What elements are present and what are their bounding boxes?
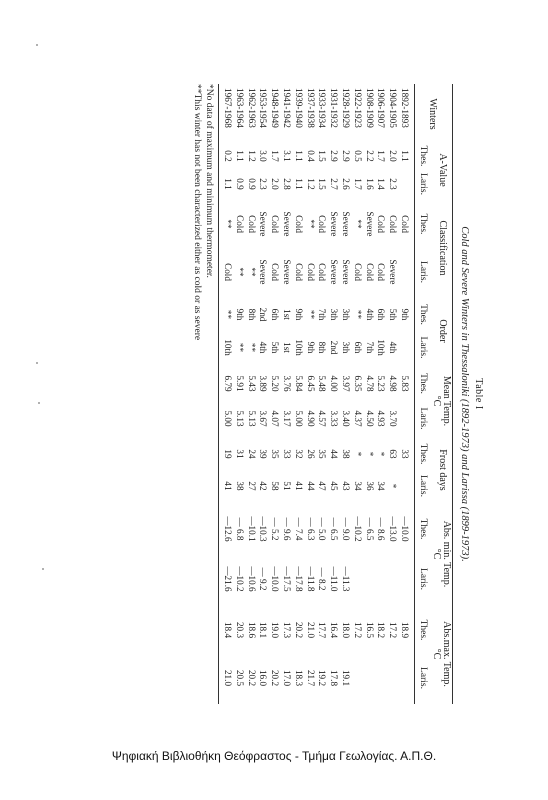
cell-mean-temp-laris: 3.17 bbox=[282, 410, 292, 427]
cell-abs-min-thes: — 6.3 bbox=[305, 517, 316, 541]
table-row bbox=[256, 84, 267, 704]
cell-class-laris: ** bbox=[234, 267, 245, 277]
cell-abs-max-thes: 18.2 bbox=[376, 621, 387, 639]
cell-frost-thes: 24 bbox=[246, 449, 257, 459]
cell-abs-min-laris: —21.6 bbox=[223, 566, 233, 592]
cell-frost-thes: * bbox=[352, 451, 363, 457]
cell-class-laris: Cold bbox=[293, 263, 304, 281]
cell-winter: 1904-1905 bbox=[388, 88, 399, 128]
cell-abs-min-laris: —11.3 bbox=[341, 566, 351, 592]
cell-winter: 1908-1909 bbox=[364, 88, 375, 128]
cell-mean-temp-thes: 5.83 bbox=[400, 375, 410, 392]
cell-abs-max-laris: 17.8 bbox=[329, 669, 340, 687]
cell-winter: 1892-1893 bbox=[400, 88, 410, 128]
cell-abs-max-thes: 18.1 bbox=[258, 621, 269, 639]
cell-abs-max-laris: 21.0 bbox=[223, 669, 233, 687]
cell-abs-min-laris: — 9.2 bbox=[258, 567, 269, 591]
cell-abs-max-laris: 16.0 bbox=[258, 669, 269, 687]
cell-a-value-thes: 1.1 bbox=[293, 150, 304, 162]
col-abs-max-unit: °C bbox=[431, 648, 442, 660]
cell-a-value-laris: 1.4 bbox=[376, 178, 387, 190]
cell-mean-temp-thes: 3.89 bbox=[258, 375, 269, 392]
cell-abs-min-thes: — 7.4 bbox=[293, 517, 304, 541]
cell-order-laris: 8th bbox=[317, 341, 328, 354]
cell-mean-temp-thes: 5.48 bbox=[317, 375, 328, 392]
cell-class-thes: Cold bbox=[388, 215, 399, 233]
cell-mean-temp-laris: 5.00 bbox=[293, 410, 304, 427]
cell-abs-min-laris: — 8.2 bbox=[317, 567, 328, 591]
cell-abs-min-laris: —10.2 bbox=[234, 566, 245, 592]
cell-frost-thes: 19 bbox=[223, 449, 233, 459]
table-row bbox=[245, 84, 256, 704]
cell-a-value-laris: 1.6 bbox=[364, 178, 375, 190]
cell-abs-min-thes: —10.1 bbox=[246, 516, 257, 542]
cell-order-thes: ** bbox=[223, 309, 233, 320]
col-classification-header: Classification bbox=[437, 220, 448, 276]
order-laris-header: Laris. bbox=[418, 336, 428, 359]
cell-frost-laris: 38 bbox=[234, 481, 245, 491]
cell-frost-laris: 34 bbox=[376, 481, 387, 491]
cell-a-value-laris: 1.1 bbox=[293, 178, 304, 190]
cell-order-laris: ** bbox=[246, 342, 257, 353]
table-row bbox=[339, 84, 350, 704]
cell-abs-max-thes: 17.2 bbox=[388, 621, 399, 639]
scan-speck bbox=[36, 362, 38, 364]
cell-order-thes: 8th bbox=[246, 308, 257, 321]
cell-a-value-thes: 1.5 bbox=[317, 150, 328, 162]
cell-mean-temp-thes: 3.76 bbox=[282, 375, 292, 392]
cell-mean-temp-laris: 4.50 bbox=[364, 410, 375, 427]
cell-order-thes: 7th bbox=[317, 308, 328, 321]
col-mean-temp-header: Mean Temp. bbox=[441, 375, 452, 427]
cell-class-laris: Severe bbox=[258, 259, 269, 285]
cell-abs-max-thes: 17.3 bbox=[282, 621, 292, 639]
cell-a-value-thes: 2.0 bbox=[388, 150, 399, 162]
cell-abs-min-thes: — 8.6 bbox=[376, 517, 387, 541]
cell-order-laris: 10th bbox=[223, 339, 233, 356]
cell-order-thes: 3th bbox=[341, 308, 351, 321]
abs-max-laris-header: Laris. bbox=[418, 667, 428, 689]
cell-class-thes: ** bbox=[352, 219, 363, 229]
cell-a-value-laris: 1.5 bbox=[317, 178, 328, 190]
cell-order-thes: 4th bbox=[364, 308, 375, 321]
rule-bottom bbox=[218, 84, 219, 704]
cell-class-laris: Cold bbox=[270, 263, 281, 281]
cell-order-thes: 1st bbox=[282, 309, 292, 320]
cell-a-value-thes: 2.9 bbox=[329, 150, 340, 162]
cell-a-value-laris: 0.9 bbox=[246, 178, 257, 190]
cell-abs-min-laris: —10.0 bbox=[270, 566, 281, 592]
scan-speck bbox=[42, 568, 44, 570]
cell-frost-thes: * bbox=[376, 451, 387, 457]
cell-frost-laris: 45 bbox=[329, 481, 340, 491]
cell-frost-laris: 27 bbox=[246, 481, 257, 491]
cell-abs-min-thes: — 6.5 bbox=[364, 517, 375, 541]
cell-winter: 1937-1938 bbox=[305, 88, 316, 128]
cell-class-laris: Severe bbox=[341, 259, 351, 285]
cell-order-thes: 9th bbox=[234, 308, 245, 321]
cell-class-thes: Cold bbox=[376, 215, 387, 233]
cell-winter: 1948-1949 bbox=[270, 88, 281, 128]
cell-abs-min-thes: — 6.8 bbox=[234, 517, 245, 541]
cell-order-laris: 7th bbox=[364, 341, 375, 354]
cell-a-value-laris: 2.7 bbox=[329, 178, 340, 190]
cell-winter: 1963-1964 bbox=[234, 88, 245, 128]
cell-class-thes: Cold bbox=[400, 215, 410, 233]
library-footer: Ψηφιακή Βιβλιοθήκη Θεόφραστος - Τμήμα Γεωλογίας. Α.Π.Θ. bbox=[111, 749, 437, 763]
cell-class-thes: Cold bbox=[270, 215, 281, 233]
col-abs-min-unit: °C bbox=[431, 548, 442, 560]
cell-frost-thes: 63 bbox=[388, 449, 399, 459]
abs-min-thes-header: Thes. bbox=[418, 518, 428, 540]
table-row bbox=[233, 84, 244, 704]
cell-abs-max-thes: 18.4 bbox=[223, 621, 233, 639]
cell-class-thes: Cold bbox=[293, 215, 304, 233]
cell-mean-temp-laris: 4.07 bbox=[270, 410, 281, 427]
cell-abs-min-thes: — 9.6 bbox=[282, 517, 292, 541]
cell-frost-thes: 44 bbox=[329, 449, 340, 459]
frost-days-laris-header: Laris. bbox=[418, 475, 428, 497]
cell-abs-min-laris: —10.6 bbox=[246, 566, 257, 592]
cell-a-value-laris: 0.9 bbox=[234, 178, 245, 190]
cell-mean-temp-laris: 4.93 bbox=[376, 410, 387, 427]
col-abs-min-header: Abs. min. Temp. bbox=[441, 520, 452, 588]
a-value-laris-header: Laris. bbox=[418, 173, 428, 195]
cell-a-value-laris: 2.6 bbox=[341, 178, 351, 190]
cell-abs-min-thes: —12.6 bbox=[223, 516, 233, 542]
cell-order-thes: ** bbox=[352, 309, 363, 320]
cell-order-thes: 2nd bbox=[258, 307, 269, 322]
cell-a-value-thes: 1.1 bbox=[400, 150, 410, 162]
table-number: Table I bbox=[473, 378, 484, 410]
cell-abs-min-thes: —10.3 bbox=[258, 516, 269, 542]
cell-abs-max-thes: 17.2 bbox=[352, 621, 363, 639]
col-mean-temp-unit: °C bbox=[431, 395, 442, 407]
cell-abs-max-laris: 21.7 bbox=[305, 669, 316, 687]
cell-order-thes: 9th bbox=[400, 308, 410, 321]
cell-mean-temp-thes: 4.78 bbox=[364, 375, 375, 392]
cell-abs-max-thes: 20.3 bbox=[234, 621, 245, 639]
cell-order-thes: 3th bbox=[329, 308, 340, 321]
cell-mean-temp-laris: 3.33 bbox=[329, 410, 340, 427]
cell-class-thes: Severe bbox=[282, 211, 292, 237]
cell-frost-laris: 42 bbox=[258, 481, 269, 491]
cell-a-value-thes: 0.5 bbox=[352, 150, 363, 162]
cell-frost-thes: 38 bbox=[341, 449, 351, 459]
cell-mean-temp-laris: 3.67 bbox=[258, 410, 269, 427]
cell-a-value-thes: 1.1 bbox=[234, 150, 245, 162]
cell-order-laris: 6th bbox=[352, 341, 363, 354]
cell-abs-max-laris: 18.3 bbox=[293, 669, 304, 687]
note-asterisk: *No data of maximum and minimum thermometer. bbox=[204, 84, 214, 278]
col-a-value-header: A-Value bbox=[437, 153, 448, 187]
cell-frost-laris: 47 bbox=[317, 481, 328, 491]
cell-frost-laris: 41 bbox=[223, 481, 233, 491]
cell-a-value-thes: 1.2 bbox=[246, 150, 257, 162]
cell-frost-laris: 41 bbox=[293, 481, 304, 491]
cell-frost-laris: 43 bbox=[341, 481, 351, 491]
cell-class-thes: Cold bbox=[234, 215, 245, 233]
cell-mean-temp-thes: 4.00 bbox=[329, 375, 340, 392]
table-title: Cold and Severe Winters in Thessaloniki (1892-1973) and Larissa (1899-1973). bbox=[459, 226, 470, 562]
cell-winter: 1967-1968 bbox=[223, 88, 233, 128]
cell-abs-max-laris: 20.2 bbox=[246, 669, 257, 687]
cell-mean-temp-laris: 5.00 bbox=[223, 410, 233, 427]
cell-frost-thes: 26 bbox=[305, 449, 316, 459]
cell-frost-thes: 32 bbox=[293, 449, 304, 459]
cell-abs-min-thes: —13.0 bbox=[388, 516, 399, 542]
cell-abs-max-thes: 16.4 bbox=[329, 621, 340, 639]
cell-abs-max-laris: 20.2 bbox=[270, 669, 281, 687]
cell-class-laris: Cold bbox=[364, 263, 375, 281]
cell-abs-max-laris: 19.2 bbox=[317, 669, 328, 687]
col-abs-max-header: Abs.max. Temp. bbox=[441, 621, 452, 687]
cell-order-laris: 5th bbox=[270, 341, 281, 354]
cell-class-thes: Severe bbox=[329, 211, 340, 237]
order-thes-header: Thes. bbox=[418, 304, 428, 325]
cell-abs-max-thes: 20.2 bbox=[293, 621, 304, 639]
cell-winter: 1906-1907 bbox=[376, 88, 387, 128]
cell-winter: 1941-1942 bbox=[282, 88, 292, 128]
cell-frost-laris: 36 bbox=[364, 481, 375, 491]
cell-frost-thes: 35 bbox=[317, 449, 328, 459]
col-winters-header: Winters bbox=[427, 98, 438, 130]
cell-abs-max-thes: 18.0 bbox=[341, 621, 351, 639]
cell-frost-laris: 34 bbox=[352, 481, 363, 491]
cell-mean-temp-thes: 5.23 bbox=[376, 375, 387, 392]
cell-frost-laris: 51 bbox=[282, 481, 292, 491]
cell-mean-temp-thes: 5.43 bbox=[246, 375, 257, 392]
a-value-thes-header: Thes. bbox=[418, 145, 428, 167]
cell-class-thes: ** bbox=[305, 219, 316, 229]
cell-abs-min-laris: —17.8 bbox=[293, 566, 304, 592]
cell-mean-temp-laris: 4.90 bbox=[305, 410, 316, 427]
cell-abs-max-thes: 17.7 bbox=[317, 621, 328, 639]
classification-thes-header: Thes. bbox=[418, 213, 428, 235]
cell-a-value-thes: 1.7 bbox=[376, 150, 387, 162]
cell-abs-max-thes: 21.0 bbox=[305, 621, 316, 639]
cell-abs-min-laris: —17.5 bbox=[282, 566, 292, 592]
cell-abs-max-laris: 20.5 bbox=[234, 669, 245, 687]
cell-order-laris: 2nd bbox=[329, 340, 340, 355]
table-row bbox=[327, 84, 338, 704]
abs-min-laris-header: Laris. bbox=[418, 568, 428, 590]
cell-frost-laris: * bbox=[388, 483, 399, 489]
cell-frost-thes: * bbox=[364, 451, 375, 457]
cell-order-thes: 6th bbox=[270, 308, 281, 321]
cell-abs-min-laris: —11.8 bbox=[305, 566, 316, 592]
rule-top bbox=[452, 84, 453, 704]
cell-class-thes: Cold bbox=[317, 215, 328, 233]
cell-mean-temp-thes: 6.35 bbox=[352, 375, 363, 392]
rule-header bbox=[414, 84, 415, 704]
cell-winter: 1953-1954 bbox=[258, 88, 269, 128]
mean-temp-thes-header: Thes. bbox=[418, 373, 428, 394]
cell-order-laris: 9th bbox=[305, 341, 316, 354]
cell-mean-temp-laris: 5.13 bbox=[234, 410, 245, 427]
cell-class-laris: Cold bbox=[317, 263, 328, 281]
cell-class-thes: Severe bbox=[258, 211, 269, 237]
cell-abs-min-thes: — 5.0 bbox=[317, 517, 328, 541]
col-order-header: Order bbox=[437, 319, 448, 343]
cell-mean-temp-thes: 3.97 bbox=[341, 375, 351, 392]
cell-a-value-thes: 2.2 bbox=[364, 150, 375, 162]
cell-abs-min-thes: — 6.5 bbox=[329, 517, 340, 541]
cell-order-laris: 4th bbox=[388, 341, 399, 354]
cell-abs-max-laris: 17.0 bbox=[282, 669, 292, 687]
cell-winter: 1928-1929 bbox=[341, 88, 351, 128]
table-row bbox=[351, 84, 362, 704]
cell-order-laris: ** bbox=[234, 342, 245, 353]
cell-winter: 1939-1940 bbox=[293, 88, 304, 128]
table-row bbox=[398, 84, 409, 704]
scan-speck bbox=[38, 402, 40, 404]
cell-abs-min-thes: —10.2 bbox=[352, 516, 363, 542]
cell-a-value-laris: 1.1 bbox=[223, 178, 233, 190]
cell-a-value-thes: 2.9 bbox=[341, 150, 351, 162]
cell-order-laris: 3th bbox=[341, 341, 351, 354]
cell-mean-temp-thes: 6.79 bbox=[223, 375, 233, 392]
table-row bbox=[268, 84, 279, 704]
cell-a-value-laris: 1.2 bbox=[305, 178, 316, 190]
cell-abs-min-thes: — 9.0 bbox=[341, 517, 351, 541]
cell-class-laris: Cold bbox=[352, 263, 363, 281]
note-double-asterisk: **This winter has not been characterized either as cold or as severe bbox=[192, 84, 202, 341]
cell-order-laris: 4th bbox=[258, 341, 269, 354]
cell-a-value-thes: 1.7 bbox=[270, 150, 281, 162]
cell-mean-temp-thes: 6.45 bbox=[305, 375, 316, 392]
cell-order-laris: 10th bbox=[376, 339, 387, 356]
cell-a-value-thes: 3.0 bbox=[258, 150, 269, 162]
cell-mean-temp-thes: 5.20 bbox=[270, 375, 281, 392]
col-frost-days-header: Frost days bbox=[437, 449, 448, 491]
classification-laris-header: Laris. bbox=[418, 261, 428, 283]
cell-frost-thes: 33 bbox=[400, 449, 410, 459]
table-row bbox=[386, 84, 397, 704]
cell-mean-temp-laris: 4.57 bbox=[317, 410, 328, 427]
cell-class-thes: Severe bbox=[341, 211, 351, 237]
table-row bbox=[315, 84, 326, 704]
mean-temp-laris-header: Laris. bbox=[418, 407, 428, 430]
cell-a-value-laris: 2.8 bbox=[282, 178, 292, 190]
cell-frost-laris: 58 bbox=[270, 481, 281, 491]
cell-frost-laris: 44 bbox=[305, 481, 316, 491]
cell-winter: 1962-1963 bbox=[246, 88, 257, 128]
cell-class-laris: ** bbox=[246, 267, 257, 277]
cell-frost-thes: 31 bbox=[234, 449, 245, 459]
table-row bbox=[280, 84, 291, 704]
cell-class-laris: Cold bbox=[223, 263, 233, 281]
cell-class-laris: Severe bbox=[388, 259, 399, 285]
cell-abs-max-thes: 16.5 bbox=[364, 621, 375, 639]
table-row bbox=[304, 84, 315, 704]
rotated-table-page bbox=[183, 84, 489, 704]
cell-class-laris: Severe bbox=[282, 259, 292, 285]
cell-abs-max-thes: 19.0 bbox=[270, 621, 281, 639]
cell-abs-min-thes: —10.0 bbox=[400, 516, 410, 542]
cell-mean-temp-thes: 5.91 bbox=[234, 375, 245, 392]
cell-a-value-thes: 3.1 bbox=[282, 150, 292, 162]
cell-winter: 1922-1923 bbox=[352, 88, 363, 128]
cell-frost-thes: 33 bbox=[282, 449, 292, 459]
cell-a-value-thes: 0.2 bbox=[223, 150, 233, 162]
cell-a-value-laris: 2.3 bbox=[388, 178, 399, 190]
table-sheet bbox=[183, 84, 489, 704]
cell-frost-thes: 39 bbox=[258, 449, 269, 459]
scan-speck bbox=[36, 44, 38, 46]
cell-mean-temp-laris: 5.13 bbox=[246, 410, 257, 427]
cell-a-value-laris: 2.3 bbox=[258, 178, 269, 190]
cell-mean-temp-laris: 3.40 bbox=[341, 410, 351, 427]
cell-class-laris: Cold bbox=[305, 263, 316, 281]
cell-a-value-thes: 0.4 bbox=[305, 150, 316, 162]
cell-abs-max-thes: 18.9 bbox=[400, 621, 410, 639]
cell-mean-temp-laris: 4.37 bbox=[352, 410, 363, 427]
cell-mean-temp-thes: 5.84 bbox=[293, 375, 304, 392]
table-row bbox=[363, 84, 374, 704]
table-row bbox=[221, 84, 232, 704]
cell-mean-temp-thes: 4.98 bbox=[388, 375, 399, 392]
cell-abs-max-laris: 19.1 bbox=[341, 669, 351, 687]
cell-order-thes: 9th bbox=[293, 308, 304, 321]
cell-winter: 1931-1932 bbox=[329, 88, 340, 128]
cell-order-thes: ** bbox=[305, 309, 316, 320]
cell-order-laris: 10th bbox=[293, 339, 304, 356]
cell-abs-min-laris: —11.0 bbox=[329, 566, 340, 592]
frost-days-thes-header: Thes. bbox=[418, 443, 428, 465]
cell-class-laris: Cold bbox=[376, 263, 387, 281]
cell-abs-max-thes: 18.6 bbox=[246, 621, 257, 639]
cell-a-value-laris: 2.0 bbox=[270, 178, 281, 190]
cell-class-thes: ** bbox=[223, 219, 233, 229]
cell-class-thes: Cold bbox=[246, 215, 257, 233]
cell-abs-min-thes: — 5.2 bbox=[270, 517, 281, 541]
cell-winter: 1933-1934 bbox=[317, 88, 328, 128]
cell-a-value-laris: 1.7 bbox=[352, 178, 363, 190]
cell-order-thes: 6th bbox=[376, 308, 387, 321]
cell-frost-thes: 35 bbox=[270, 449, 281, 459]
cell-order-thes: 5th bbox=[388, 308, 399, 321]
cell-mean-temp-laris: 3.70 bbox=[388, 410, 399, 427]
cell-class-thes: Severe bbox=[364, 211, 375, 237]
table-row bbox=[292, 84, 303, 704]
cell-class-laris: Severe bbox=[329, 259, 340, 285]
cell-order-laris: 1st bbox=[282, 342, 292, 353]
abs-max-thes-header: Thes. bbox=[418, 619, 428, 641]
table-row bbox=[374, 84, 385, 704]
